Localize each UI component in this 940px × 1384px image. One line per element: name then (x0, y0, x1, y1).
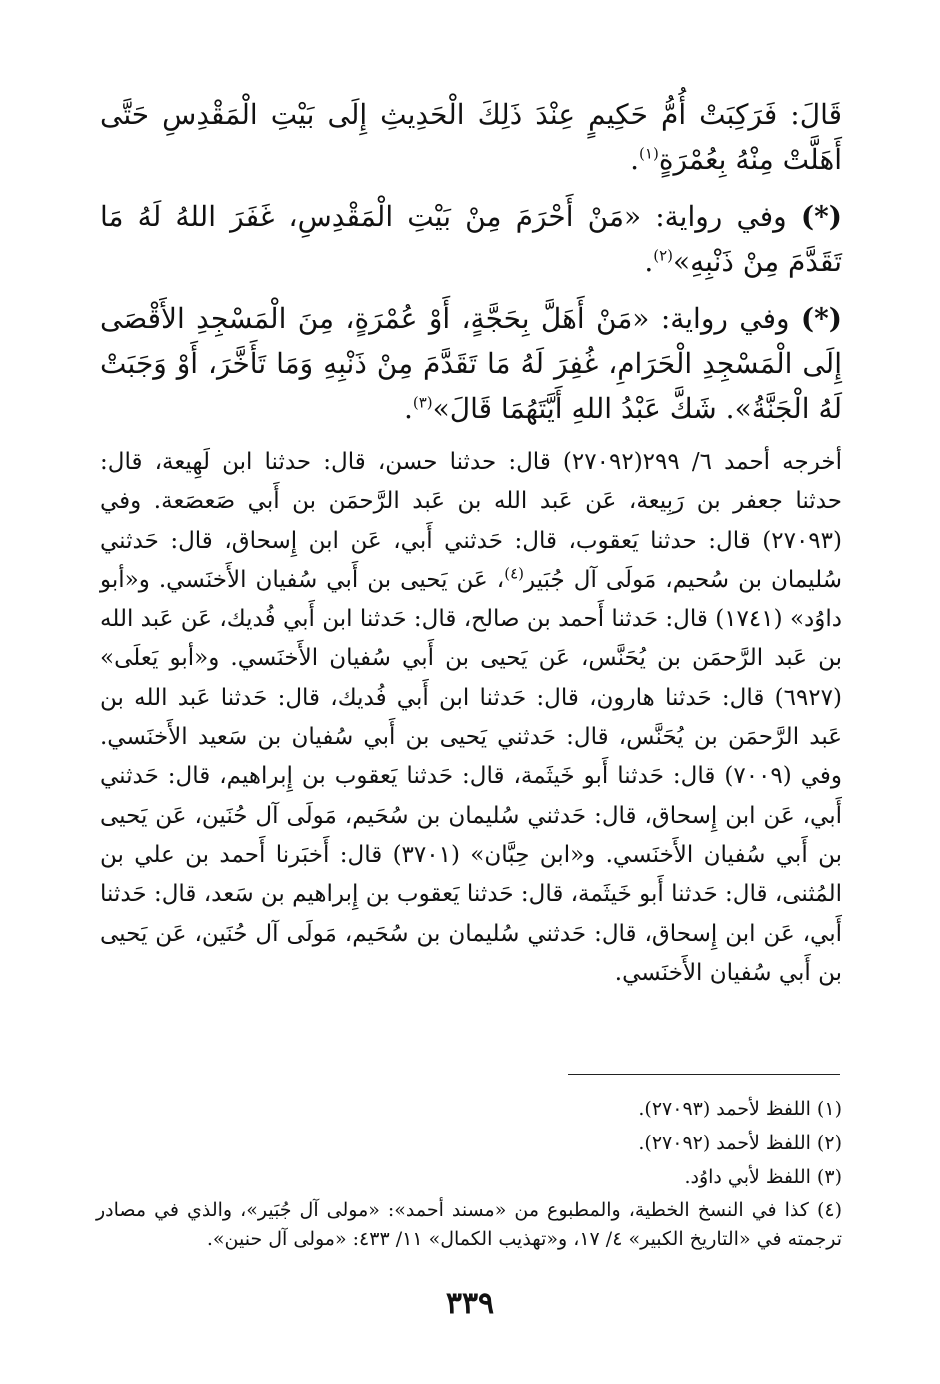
footnote-ref-4: (٤) (504, 564, 524, 583)
takhrij-section (100, 443, 842, 993)
takhrij-text-part-1: أخرجه أحمد ٦/ ٢٩٩(٢٧٠٩٢) قال: حدثنا حسن، قال: حدثنا ابن لَهِيعة، قال: حدثنا جعفر بن رَبِيعة، عَن عَبد الله بن عَبد الرَّحمَن بن أَبي صَعصَعة. وفي (٢٧٠٩٣) قال: حدثنا يَعقوب، قال: حَدثني أَبي، عَن ابن إِسحاق، قال: حَدثني سُليمان بن سُحيم، مَولَى آل جُبَير (100, 449, 843, 593)
footnote-ref-3: (٣) (412, 393, 433, 412)
footnote-1: (١) اللفظ لأحمد (٢٧٠٩٣). (638, 1098, 842, 1120)
riwaya-marker: (*) (800, 200, 842, 233)
footnote-ref-2: (٢) (653, 246, 674, 265)
hadith-paragraph-3-end: . (403, 392, 413, 425)
takhrij-paragraph (100, 443, 842, 993)
hadith-paragraph-3-text: وفي رواية: «مَنْ أَهَلَّ بِحَجَّةٍ، أَوْ عُمْرَةٍ، مِنَ الْمَسْجِدِ الأَقْصَى إِلَى الْمَسْجِدِ الْحَرَامِ، غُفِرَ لَهُ مَا تَقَدَّمَ مِنْ ذَنْبِهِ وَمَا تَأَخَّرَ، أَوْ وَجَبَتْ لَهُ الْجَنَّةُ». شَكَّ عَبْدُ اللهِ أَيَّتَهُمَا قَالَ» (100, 302, 842, 425)
hadith-paragraph-2-text: وفي رواية: «مَنْ أَحْرَمَ مِنْ بَيْتِ الْمَقْدِسِ، غَفَرَ اللهُ لَهُ مَا تَقَدَّمَ مِنْ ذَنْبِهِ» (100, 200, 842, 278)
page-number: ٣٣٩ (445, 1286, 495, 1321)
footnote-ref-1: (١) (639, 144, 659, 163)
footnotes (96, 1094, 842, 1257)
hadith-paragraph-1 (100, 92, 842, 182)
hadith-paragraph-1-end: . (630, 143, 640, 176)
hadith-paragraph-2 (100, 194, 842, 284)
footnote-2: (٢) اللفظ لأحمد (٢٧٠٩٢). (638, 1132, 842, 1154)
riwaya-marker: (*) (800, 302, 842, 335)
footnote-divider (568, 1074, 840, 1075)
hadith-paragraph-2-end: . (644, 245, 654, 278)
takhrij-text-part-2: ، عَن يَحيى بن أَبي سُفيان الأَخنَسي. و«أبو داوُد» (١٧٤١) قال: حَدثنا أَحمد بن صالح، قال: حَدثنا ابن أَبي فُديك، عَن عَبد الله بن عَبد الرَّحمَن بن يُحَنَّس، عَن يَحيى بن أَبي سُفيان الأَخنَسي. و«أبو يَعلَى» (٦٩٢٧) قال: حَدثنا هارون، قال: حَدثنا ابن أَبي فُديك، قال: حَدثنا عَبد الله بن عَبد الرَّحمَن بن يُحَنَّس، قال: حَدثني يَحيى بن أَبي سُفيان بن سَعيد الأَخنَسي. وفي (٧٠٠٩) قال: حَدثنا أَبو خَيثَمة، قال: حَدثنا يَعقوب بن إِبراهيم، قال: حَدثني أَبي، عَن ابن إِسحاق، قال: حَدثني سُليمان بن سُحَيم، مَولَى آل حُنَين، عَن يَحيى بن أَبي سُفيان الأَخنَسي. و«ابن حِبَّان» (٣٧٠١) قال: أَخبَرنا أَحمد بن علي بن المُثنى، قال: حَدثنا أَبو خَيثَمة، قال: حَدثنا يَعقوب بن إِبراهيم بن سَعد، قال: حَدثنا أَبي، عَن ابن إِسحاق، قال: حَدثني سُليمان بن سُحَيم، مَولَى آل حُنَين، عَن يَحيى بن أَبي سُفيان الأَخنَسي. (100, 566, 842, 986)
hadith-text (100, 92, 842, 431)
page-body (100, 92, 842, 993)
hadith-paragraph-1-text: قَالَ: فَرَكِبَتْ أُمُّ حَكِيمٍ عِنْدَ ذَلِكَ الْحَدِيثِ إِلَى بَيْتِ الْمَقْدِسِ حَتَّى أَهَلَّتْ مِنْهُ بِعُمْرَةٍ (100, 98, 842, 176)
footnote-4: (٤) كذا في النسخ الخطية، والمطبوع من «مسند أحمد»: «مولى آل جُبَير»، والذي في مصادر ترجمته في «التاريخ الكبير» ٤/ ١٧، و«تهذيب الكمال» ١١/ ٤٣٣: «مولى آل حنين». (96, 1199, 842, 1250)
hadith-paragraph-3 (100, 296, 842, 431)
footnote-3: (٣) اللفظ لأبي داوُد. (684, 1166, 842, 1188)
